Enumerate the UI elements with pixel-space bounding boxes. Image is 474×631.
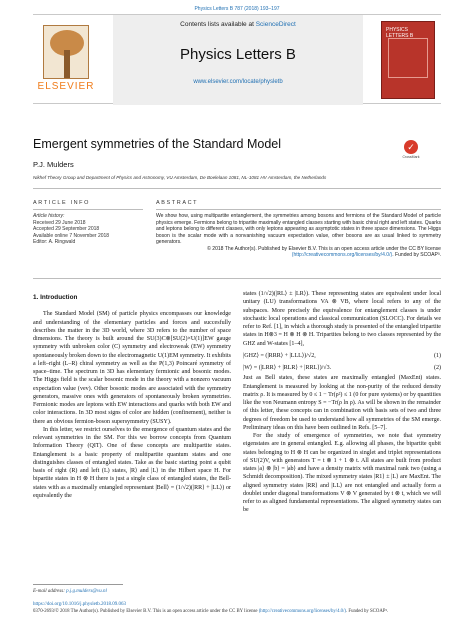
- copyright-notice: 0370-2693/© 2018 The Author(s). Published by Elsevier B.V. This is an open access article under the CC BY license (http://creativecommons.org/licenses/by/4.0/). Funded by SCOAP³.: [33, 609, 389, 614]
- journal-banner: [113, 15, 363, 105]
- equation-number: (2): [433, 365, 441, 371]
- abstract: [156, 200, 441, 259]
- paragraph: For the study of emergence of symmetries, we note that symmetry eigenstates are in general entangled. E.g. allowing all phases, the bipartite qubit states belonging to H ⊗ H can be organized in singlet and triplet representations of SU(2)V, with generators T = t ⊗ 1 + 1 ⊗ t. All states are built from product states |a⟩ ⊗ |b⟩ = |ab⟩ and have a density matrix with maximal rank two (using a Schmidt decomposition). The mixed symmetry states |R1⟩ ± |L⟩ are MaxEnt. The aligned symmetry states |RR⟩ and |LL⟩ are not entangled and actually form a doublet under diagonal transformations V ⊗ V generated by t ⊗ t, which we will refer to as aligned fundamental representations. The aligned symmetry states can be: [243, 433, 441, 514]
- journal-title: Physics Letters B: [180, 46, 296, 63]
- article-info-heading: ARTICLE INFO: [33, 200, 90, 206]
- journal-url-link[interactable]: www.elsevier.com/locate/physletb: [193, 79, 283, 85]
- body-column-right: [243, 290, 441, 515]
- footnote-divider: [33, 584, 123, 585]
- paragraph: In this letter, we restrict ourselves to the emergence of quantum states and the relevant symmetries in the SM. For this we borrow concepts from Quantum Information Theory (QIT). One of these concepts are multipartite states. Entanglement is a basic property of multipartite quantum states and one distinguishes classes of entangled states. Take as the basic starting point a qubit basis of right (R) and left (L) states, |R⟩ and |L⟩ in the Hilbert space H. For bipartite states in H ⊗ H there is just a single class of entangled states, the Bell-states with as a maximally entangled representant |Bell⟩ = (1/√2)(|RR⟩ + |LL⟩) or equivalently the: [33, 426, 231, 499]
- doi-link[interactable]: https://doi.org/10.1016/j.physletb.2018.09.063: [33, 602, 126, 607]
- contents-line: Contents lists available at ScienceDirect: [180, 21, 296, 28]
- paragraph: The Standard Model (SM) of particle physics encompasses our knowledge and understanding of the elementary particles and forces and succesfully describes the matter in the 3D world, where 3D refers to the number of space dimensions. The theory is built around the SU(3)C⊗[SU(2)×U(1)]EW gauge symmetry with unbroken color (C) symmetry and electroweak (EW) symmetry spontaneously broken down to the electromagnetic U(1)EM symmetry. It exhibits a left–right (L–R) chiral symmetry as well as the P(1,3) Poincaré symmetry of space–time. The spectrum in 3D has elementary fermionic and bosonic modes. The Higgs field is the scalar bosonic mode in the theory with a nonzero vacuum expectation value (vev). Other bosonic modes are associated with the symmetry generators, massive ones with generators of spontaneously broken symmetries. Fermionic modes are leptons with EW interactions and quarks with both EW and color interactions. In 3D most signs of color are hidden (confinement), neither is there an obvious fermion-boson supersymmetry (SUSY).: [33, 311, 231, 425]
- journal-citation[interactable]: Physics Letters B 787 (2018) 193–197: [194, 6, 280, 12]
- equation-number: (1): [433, 352, 441, 359]
- elsevier-logo[interactable]: [37, 25, 95, 99]
- accepted-date: Accepted 29 September 2018: [33, 226, 100, 232]
- equation-2: |W⟩ = (|LRR⟩ + |RLR⟩ + |RRL⟩)/√3. (2): [243, 365, 441, 371]
- cover-title: PHYSICS LETTERS B: [386, 27, 414, 39]
- author-name[interactable]: P.J. Mulders: [33, 160, 74, 169]
- author-affiliation: Nikhef Theory Group and Department of Physics and Astronomy, VU Amsterdam, De Boelelaan 1081, NL-1081 HV Amsterdam, the Netherlands: [33, 175, 327, 180]
- section-heading: 1. Introduction: [33, 294, 78, 301]
- divider: [33, 278, 441, 279]
- received-date: Received 29 June 2018: [33, 219, 86, 226]
- sciencedirect-link[interactable]: ScienceDirect: [255, 21, 296, 28]
- article-title: Emergent symmetries of the Standard Model: [33, 137, 282, 151]
- license-link[interactable]: (http://creativecommons.org/licenses/by/4.0/): [291, 252, 393, 259]
- abstract-license: © 2018 The Author(s). Published by Elsevier B.V. This is an open access article under the CC BY license (http://creativecommons.org/licenses/by/4.0/). Funded by SCOAP³.: [207, 245, 441, 259]
- divider: [33, 188, 441, 189]
- journal-header: [33, 14, 441, 104]
- elsevier-wordmark: ELSEVIER: [37, 81, 95, 92]
- license-link[interactable]: (http://creativecommons.org/licenses/by/4.0/): [258, 609, 347, 614]
- abstract-text: We show how, using multipartite entanglement, the symmetries among bosons and fermions of the Standard Model of particle physics emerge. Fermions belong to tripartite maximally entangled classes starting with basic chiral right and left states. Quarks and leptons belong to different classes, with only leptons appearing as asymptotic states in three space dimensions. The Higgs boson is the scalar mode with a nonvanishing vacuum expectation value, other bosons are as usual linked to symmetry generators.: [156, 213, 441, 246]
- journal-cover-image[interactable]: [381, 21, 435, 99]
- author-email: E-mail address: p.j.g.mulders@vu.nl: [33, 589, 107, 594]
- equation-1: |GHZ⟩ = (|RRR⟩ + |LLL⟩)/√2, (1): [243, 352, 441, 359]
- body-column-left: [33, 290, 231, 500]
- abstract-heading: ABSTRACT: [156, 200, 199, 206]
- article-info: [33, 200, 143, 246]
- tree-icon: [43, 25, 89, 79]
- email-link[interactable]: p.j.g.mulders@vu.nl: [66, 589, 107, 594]
- paragraph: states (1/√2)(|RL⟩ ± |LR⟩). These representing states are equivalent under local unitary (LU) transformations VA ⊗ VB, where local refers to any of the subspaces. More precisely the equivalence for entanglement classes is under stochastic local operations and classical communication (SLOCC). For details we refer to Ref. [1], in which a thorough study is presented of the entangled tripartite states in H⊗3 = H ⊗ H ⊗ H. Tripartites belong to two classes represented by the GHZ and W-states [1–4],: [243, 291, 441, 347]
- crossmark-icon[interactable]: ✓ CrossMark: [402, 142, 420, 159]
- paragraph: Just as Bell states, these states are maximally entangled (MaxEnt) states. Entanglement is measured by looking at the non-purity of the reduced density matrix ρ. It is measured by 0 ≤ 1 − Tr(ρ²) ≤ 1 (0 for pure systems) or by quantities like the von Neumann entropy S = −Tr(ρ ln ρ). As will be shown in the remainder of this letter, these concepts can in combination with basis sets of two and three degrees of freedom be used to understand how all symmetries of the SM emerge. Preliminary ideas on this have been outlined in Refs. [5–7].: [243, 375, 441, 431]
- editor: Editor: A. Ringwald: [33, 239, 76, 245]
- history-label: Article history:: [33, 213, 65, 219]
- online-date: Available online 7 November 2018: [33, 232, 110, 239]
